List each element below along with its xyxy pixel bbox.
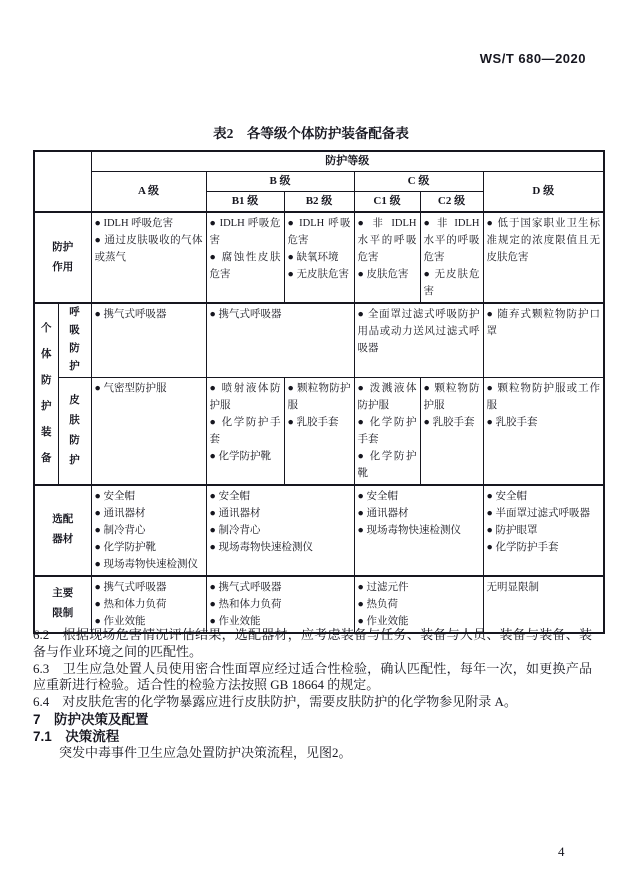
cell-skin-d	[483, 377, 604, 485]
cell-effect-c1	[354, 212, 420, 303]
cell-effect-a	[91, 212, 206, 303]
bullet-item: ● 现场毒物快速检测仪	[209, 541, 313, 553]
cell-effect-d	[483, 212, 604, 303]
bullet-item: ● 安全帽	[486, 490, 527, 502]
bullet-item: ● 喷射液体防护服	[209, 382, 281, 411]
bullet-item: ● 化学防护手套	[209, 416, 281, 445]
standard-number: WS/T 680—2020	[479, 51, 586, 66]
paragraph-7-1: 突发中毒事件卫生应急处置防护决策流程，见图2。	[59, 744, 352, 760]
bullet-item: ● 化学防护靴	[357, 450, 417, 479]
row-label-protective-effect	[34, 212, 91, 303]
bullet-item: ● 乳胶手套	[486, 416, 538, 428]
bullet-item: ● 防护眼罩	[486, 524, 538, 536]
bullet-item: ● 安全帽	[357, 490, 398, 502]
bullet-item: ● 作业效能	[94, 615, 146, 627]
bullet-item: ● 乳胶手套	[423, 416, 475, 428]
bullet-item: ● 颗粒物防护服或工作服	[486, 382, 600, 411]
row-label-text: 个体防护装备	[41, 322, 52, 464]
cell-skin-c2	[420, 377, 483, 485]
bullet-item: ● 非 IDLH 水平的呼吸危害	[357, 218, 417, 263]
cell-respiratory-c	[354, 303, 483, 377]
header-row-1	[34, 151, 604, 172]
cell-optional-c	[354, 485, 483, 576]
bullet-item: ● 通讯器材	[209, 507, 261, 519]
cell-optional-d	[483, 485, 604, 576]
bullet-item: ● 非 IDLH 水平的呼吸危害	[423, 218, 480, 263]
bullet-item: ● 气密型防护服	[94, 382, 167, 394]
bullet-item: ● 热和体力负荷	[209, 598, 282, 610]
cell-optional-b	[206, 485, 354, 576]
bullet-item: ● 作业效能	[357, 615, 409, 627]
page-number: 4	[558, 844, 565, 859]
bullet-item: ● 携气式呼吸器	[94, 581, 167, 593]
row-label-skin	[58, 377, 91, 485]
clause-6-3: 6.3 卫生应急处置人员使用密合性面罩应经过适合性检验，确认匹配性，每年一次，如更换产品应重新进行检验。适合性的检验方法按照 GB 18664 的规定。	[33, 660, 592, 693]
cell-skin-b2	[284, 377, 354, 485]
clause-6-4: 6.4 对皮肤危害的化学物暴露应进行皮肤防护，需要皮肤防护的化学物参见附录 A。	[33, 694, 517, 710]
row-respiratory-protection	[34, 303, 604, 377]
cell-effect-b1	[206, 212, 284, 303]
bullet-item: ● 低于国家职业卫生标准规定的浓度限值且无皮肤危害	[486, 218, 600, 263]
bullet-item: ● 无皮肤危害	[287, 269, 349, 280]
bullet-item: ● 皮肤危害	[357, 269, 409, 280]
bullet-item: ● IDLH 呼吸危害	[209, 218, 281, 246]
bullet-item: ● 通讯器材	[94, 507, 146, 519]
bullet-item: ● 颗粒物防护服	[423, 382, 480, 411]
bullet-item: ● 热和体力负荷	[94, 598, 167, 610]
cell-skin-a	[91, 377, 206, 485]
clause-6-2: 6.2 根据现场危害情况评估结果，选配器材，应考虑装备与任务、装备与人员、装备与装备、装备与作业环境之间的匹配性。	[33, 627, 592, 659]
bullet-item: ● 随弃式颗粒物防护口罩	[486, 309, 600, 337]
cell-limitations-d	[483, 576, 604, 633]
row-label-text: 防护作用	[52, 241, 74, 273]
row-main-limitations	[34, 576, 604, 633]
cell-limitations-c	[354, 576, 483, 633]
header-level-c1: C1 级	[354, 192, 420, 213]
cell-effect-b2	[284, 212, 354, 303]
bullet-item: ● 现场毒物快速检测仪	[94, 558, 198, 570]
header-level-c: C 级	[354, 172, 483, 192]
section-heading-7-1: 7.1 决策流程	[33, 728, 120, 744]
bullet-item: 无明显限制	[486, 581, 539, 593]
cell-effect-c2	[420, 212, 483, 303]
row-protective-effect	[34, 212, 604, 303]
bullet-item: ● 化学防护靴	[94, 541, 156, 553]
bullet-item: ● 全面罩过滤式呼吸防护用品或动力送风过滤式呼吸器	[357, 309, 480, 354]
bullet-item: ● 通过皮肤吸收的气体或蒸气	[94, 235, 203, 263]
bullet-item: ● 腐蚀性皮肤危害	[209, 252, 281, 280]
ppe-table	[33, 150, 605, 634]
body-text	[33, 627, 592, 762]
bullet-item: ● 携气式呼吸器	[94, 309, 167, 320]
row-label-main-limitations	[34, 576, 91, 633]
bullet-item: ● 化学防护手套	[357, 416, 417, 445]
bullet-item: ● 作业效能	[209, 615, 261, 627]
bullet-item: ● 热负荷	[357, 598, 398, 610]
bullet-item: ● 化学防护手套	[486, 541, 559, 553]
cell-optional-a	[91, 485, 206, 576]
header-protection-level: 防护等级	[91, 151, 604, 172]
row-label-text: 主要限制	[52, 588, 74, 619]
corner-cell	[34, 151, 91, 212]
bullet-item: ● 制冷背心	[209, 524, 261, 536]
header-level-b2: B2 级	[284, 192, 354, 213]
header-level-b: B 级	[206, 172, 354, 192]
bullet-item: ● 携气式呼吸器	[209, 581, 282, 593]
row-label-respiratory	[58, 303, 91, 377]
header-row-2	[34, 172, 604, 192]
bullet-item: ● 安全帽	[94, 490, 135, 502]
bullet-item: ● 制冷背心	[94, 524, 146, 536]
cell-skin-b1	[206, 377, 284, 485]
table-title: 表2 各等级个体防护装备配备表	[213, 126, 409, 141]
bullet-item: ● 颗粒物防护服	[287, 382, 351, 411]
cell-skin-c1	[354, 377, 420, 485]
bullet-item: ● 安全帽	[209, 490, 250, 502]
cell-limitations-a	[91, 576, 206, 633]
bullet-item: ● 过滤元件	[357, 581, 409, 593]
row-label-text: 皮肤防护	[69, 394, 80, 466]
row-label-text: 选配器材	[52, 514, 74, 545]
cell-limitations-b	[206, 576, 354, 633]
bullet-item: ● 半面罩过滤式呼吸器	[486, 507, 590, 519]
header-level-c2: C2 级	[420, 192, 483, 213]
cell-respiratory-b	[206, 303, 354, 377]
bullet-item: ● 缺氧环境	[287, 252, 339, 263]
section-heading-7: 7 防护决策及配置	[33, 711, 149, 727]
bullet-item: ● 携气式呼吸器	[209, 309, 282, 320]
row-skin-protection	[34, 377, 604, 485]
bullet-item: ● IDLH 呼吸危害	[94, 218, 174, 229]
cell-respiratory-a	[91, 303, 206, 377]
bullet-item: ● 乳胶手套	[287, 416, 339, 428]
header-level-b1: B1 级	[206, 192, 284, 213]
header-level-d: D 级	[483, 172, 604, 213]
bullet-item: ● IDLH 呼吸危害	[287, 218, 351, 246]
cell-respiratory-d	[483, 303, 604, 377]
row-label-ppe-group	[34, 303, 58, 485]
row-label-text: 呼吸防护	[69, 307, 80, 373]
bullet-item: ● 无皮肤危害	[423, 269, 480, 297]
row-label-optional-equipment	[34, 485, 91, 576]
row-optional-equipment	[34, 485, 604, 576]
bullet-item: ● 化学防护靴	[209, 450, 271, 462]
bullet-item: ● 现场毒物快速检测仪	[357, 524, 461, 536]
bullet-item: ● 通讯器材	[357, 507, 409, 519]
header-level-a: A 级	[91, 172, 206, 213]
bullet-item: ● 泼溅液体防护服	[357, 382, 417, 411]
